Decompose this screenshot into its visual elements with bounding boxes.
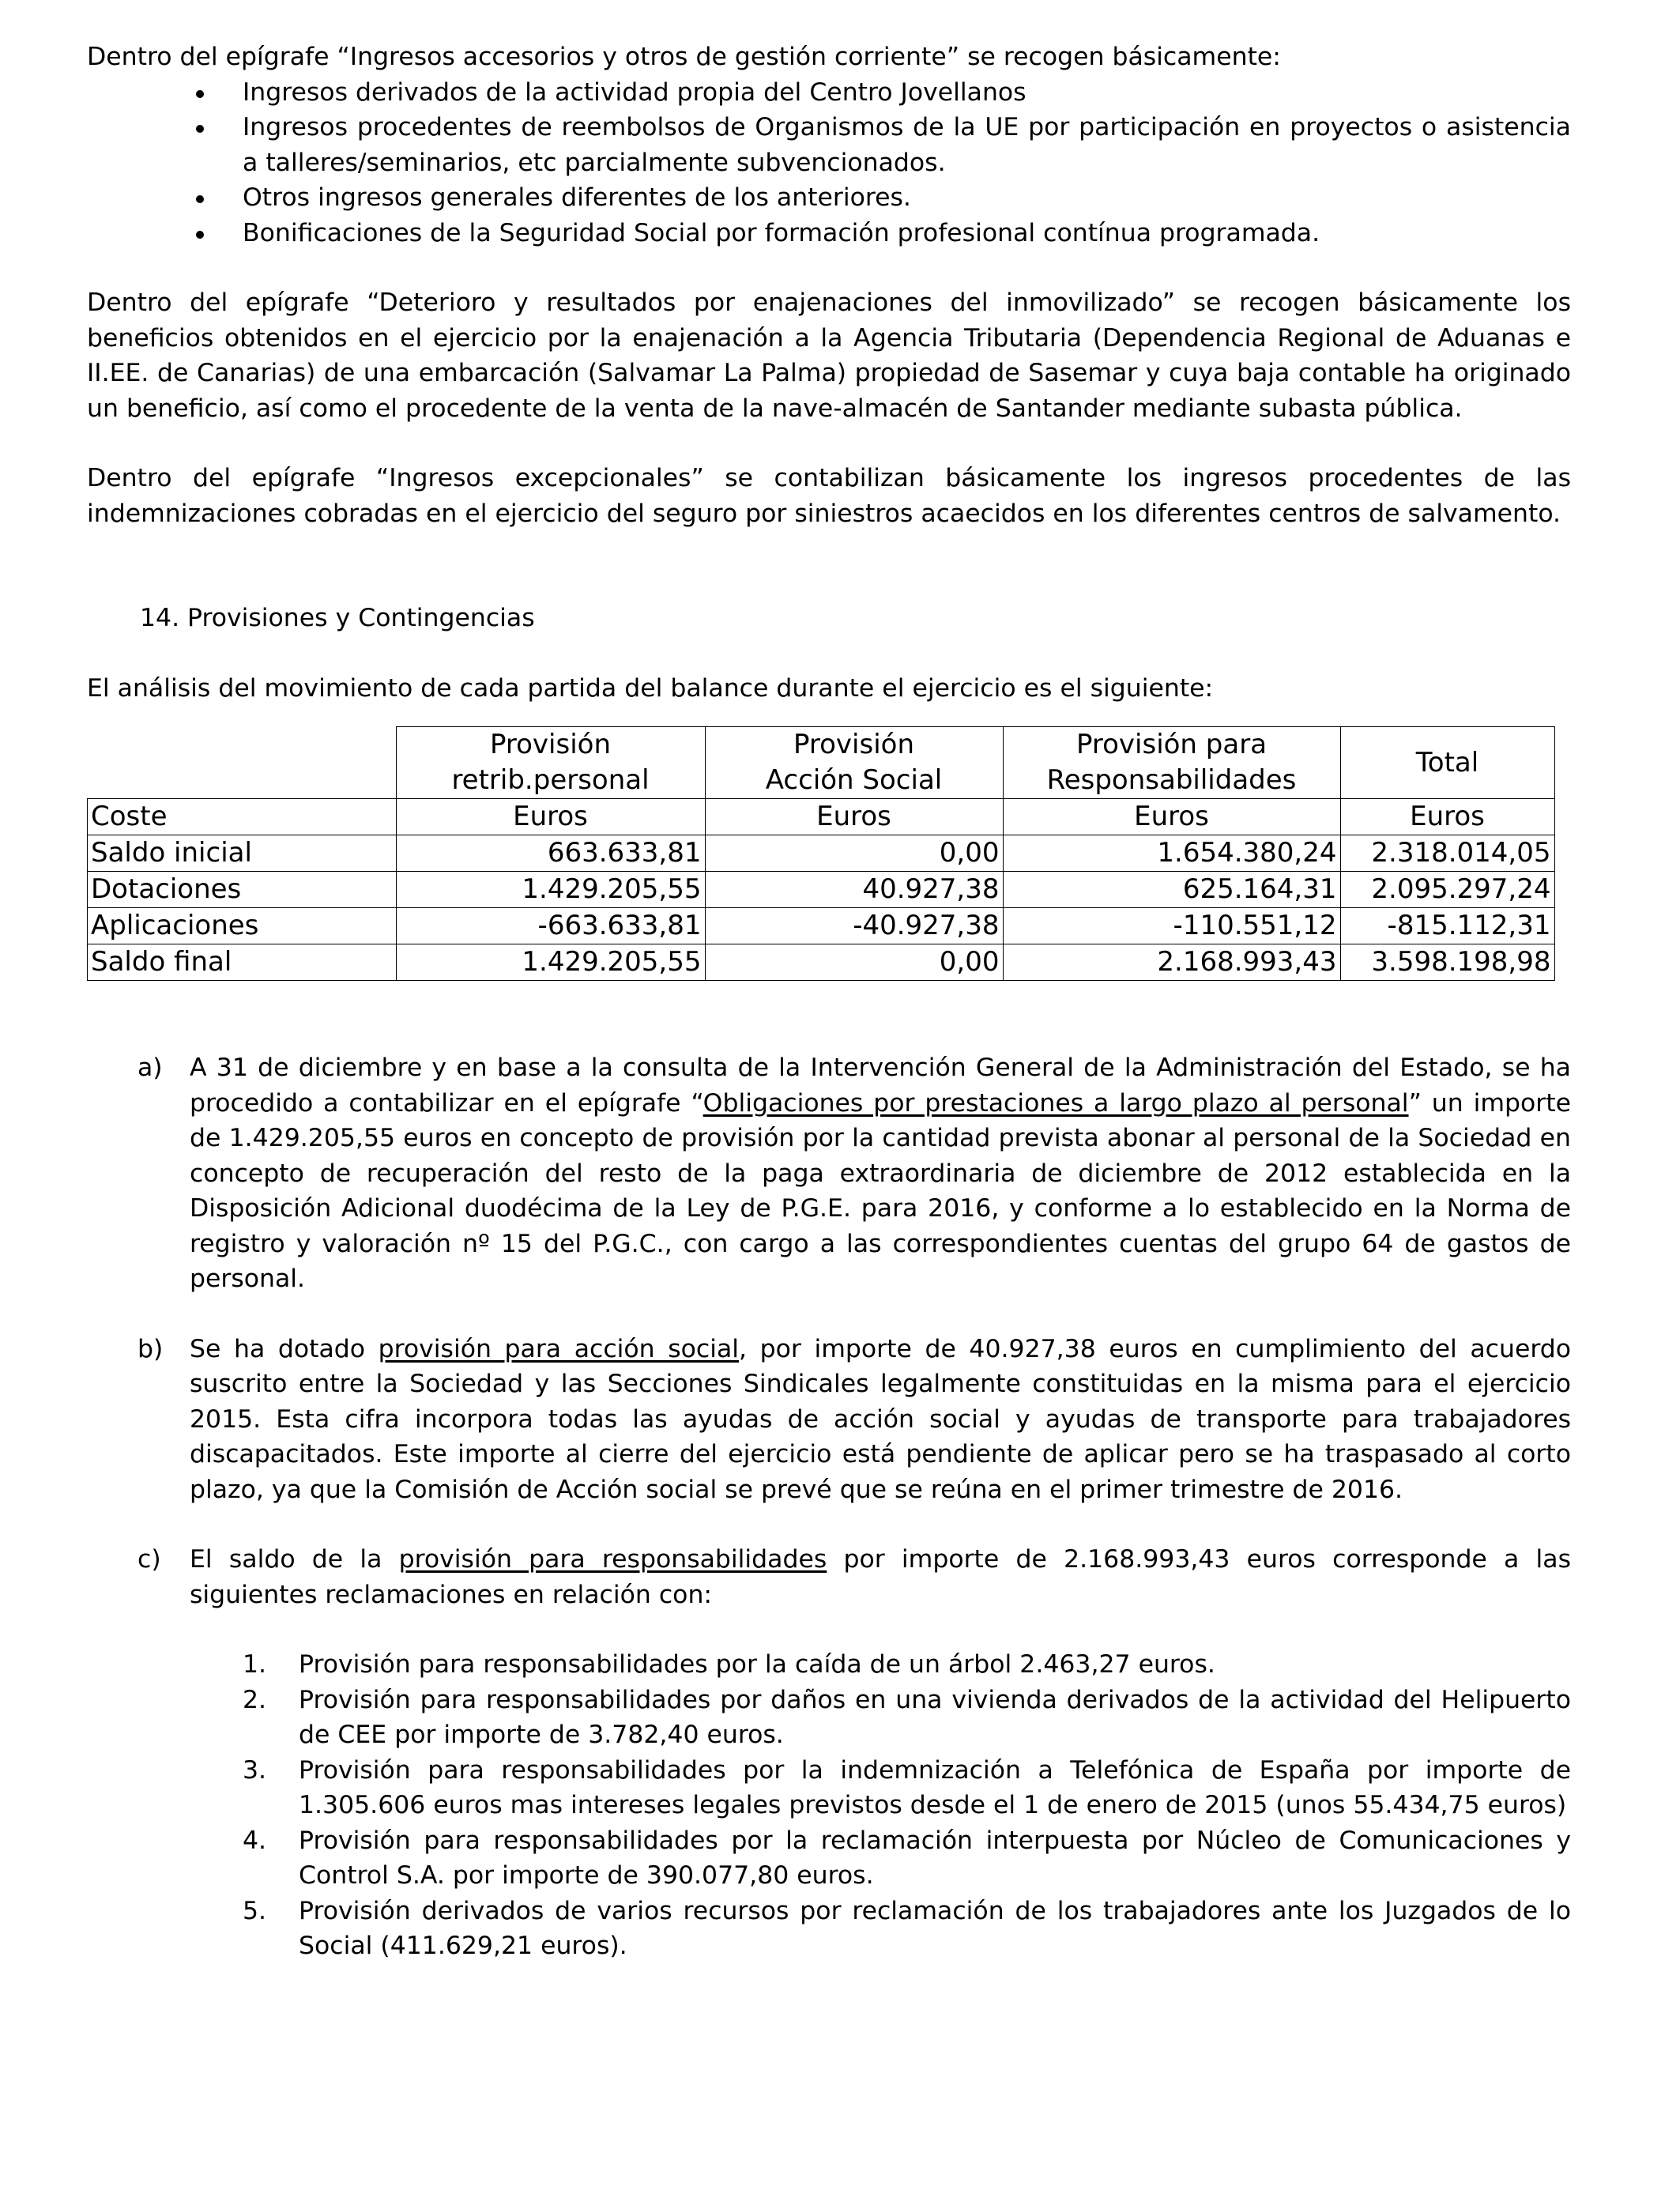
value-cell: 1.429.205,55 [396, 872, 705, 908]
bullet-item: Otros ingresos generales diferentes de los anteriores. [87, 180, 1571, 216]
table-intro: El análisis del movimiento de cada partida del balance durante el ejercicio es el siguiente: [87, 673, 1214, 703]
unit-cell: Euros [396, 799, 705, 835]
column-header: Provisión retrib.personal [396, 727, 705, 799]
section-number: 14. [140, 604, 180, 632]
bullet-icon [196, 231, 204, 239]
value-cell: -110.551,12 [1003, 908, 1340, 944]
underlined-term: provisión para acción social [378, 1334, 740, 1363]
bullet-item: Ingresos procedentes de reembolsos de Organismos de la UE por participación en proyectos o asistencia a talleres/seminarios, etc parcialmente subvencionados. [87, 110, 1571, 180]
value-cell: -40.927,38 [705, 908, 1003, 944]
income-bullet-list [87, 75, 1571, 251]
underlined-term: provisión para responsabilidades [398, 1545, 827, 1574]
unit-cell: Euros [1003, 799, 1340, 835]
bullet-item: Bonificaciones de la Seguridad Social por formación profesional contínua programada. [87, 216, 1571, 251]
item-marker: a) [137, 1054, 163, 1082]
bullet-icon [196, 125, 204, 133]
document-body [87, 40, 1571, 1964]
item-b: b) Se ha dotado provisión para acción social, por importe de 40.927,38 euros en cumplimiento del acuerdo suscrito entre la Sociedad y las Secciones Sindicales legalmente constituidas en la misma para el ejercicio 2015. Esta cifra incorpora todas las ayudas de acción social y ayudas de transporte para trabajadores discapacitados. Este importe al cierre del ejercicio está pendiente de aplicar pero se ha traspasado al corto plazo, ya que la Comisión de Acción social se prevé que se reúna en el primer trimestre de 2016. [87, 1332, 1571, 1508]
list-item: 2. Provisión para responsabilidades por daños en una vivienda derivados de la actividad del Helipuerto de CEE por importe de 3.782,40 euros. [243, 1685, 1571, 1749]
value-cell: 625.164,31 [1003, 872, 1340, 908]
value-cell: -815.112,31 [1340, 908, 1554, 944]
intro-paragraph: Dentro del epígrafe “Ingresos accesorios y otros de gestión corriente” se recogen básicamente: [87, 43, 1281, 71]
value-cell: 2.095.297,24 [1340, 872, 1554, 908]
item-marker: b) [137, 1334, 164, 1363]
section-title: Provisiones y Contingencias [187, 604, 535, 632]
list-item: 1. Provisión para responsabilidades por la caída de un árbol 2.463,27 euros. [243, 1650, 1215, 1679]
unit-cell: Euros [705, 799, 1003, 835]
table-row [88, 835, 1555, 872]
underlined-term: Obligaciones por prestaciones a largo plazo al personal [703, 1088, 1409, 1118]
value-cell: 0,00 [705, 944, 1003, 981]
row-label: Coste [88, 799, 397, 835]
column-header: Provisión para Responsabilidades [1003, 727, 1340, 799]
table-row [88, 908, 1555, 944]
bullet-icon [196, 90, 204, 98]
provisions-table [87, 726, 1555, 981]
row-label: Dotaciones [88, 872, 397, 908]
claims-list [87, 1647, 1571, 1964]
list-item: 4. Provisión para responsabilidades por la reclamación interpuesta por Núcleo de Comunicaciones y Control S.A. por importe de 390.077,80 euros. [243, 1826, 1571, 1890]
list-item: 5. Provisión derivados de varios recursos por reclamación de los trabajadores ante los Juzgados de lo Social (411.629,21 euros). [243, 1896, 1571, 1960]
item-c: c) El saldo de la provisión para responsabilidades por importe de 2.168.993,43 euros corresponde a las siguientes reclamaciones en relación con: [87, 1542, 1571, 1612]
row-label: Aplicaciones [88, 908, 397, 944]
table-row [88, 944, 1555, 981]
row-label: Saldo final [88, 944, 397, 981]
table-row [88, 872, 1555, 908]
row-label: Saldo inicial [88, 835, 397, 872]
column-header: Total [1340, 727, 1554, 799]
value-cell: 40.927,38 [705, 872, 1003, 908]
value-cell: 3.598.198,98 [1340, 944, 1554, 981]
bullet-item: Ingresos derivados de la actividad propia del Centro Jovellanos [87, 75, 1571, 111]
value-cell: 1.654.380,24 [1003, 835, 1340, 872]
unit-cell: Euros [1340, 799, 1554, 835]
excepcionales-paragraph: Dentro del epígrafe “Ingresos excepcionales” se contabilizan básicamente los ingresos procedentes de las indemnizaciones cobradas en el ejercicio del seguro por siniestros acaecidos en los diferentes centros de salvamento. [87, 464, 1571, 528]
bullet-icon [196, 195, 204, 203]
value-cell: 2.318.014,05 [1340, 835, 1554, 872]
value-cell: 663.633,81 [396, 835, 705, 872]
value-cell: 1.429.205,55 [396, 944, 705, 981]
table-unit-row [88, 799, 1555, 835]
item-marker: c) [137, 1545, 161, 1574]
column-header: Provisión Acción Social [705, 727, 1003, 799]
table-header-row [88, 727, 1555, 799]
deterioro-paragraph: Dentro del epígrafe “Deterioro y resultados por enajenaciones del inmovilizado” se recogen básicamente los beneficios obtenidos en el ejercicio por la enajenación a la Agencia Tributaria (Dependencia Regional de Aduanas e II.EE. de Canarias) de una embarcación (Salvamar La Palma) propiedad de Sasemar y cuya baja contable ha originado un beneficio, así como el procedente de la venta de la nave-almacén de Santander mediante subasta pública. [87, 288, 1571, 423]
list-item: 3. Provisión para responsabilidades por la indemnización a Telefónica de España por importe de 1.305.606 euros mas intereses legales previstos desde el 1 de enero de 2015 (unos 55.434,75 euros) [243, 1755, 1571, 1819]
value-cell: 2.168.993,43 [1003, 944, 1340, 981]
section-heading [87, 601, 1571, 636]
item-a: a) A 31 de diciembre y en base a la consulta de la Intervención General de la Administración del Estado, se ha procedido a contabilizar en el epígrafe “Obligaciones por prestaciones a largo plazo al personal” un importe de 1.429.205,55 euros en concepto de provisión por la cantidad prevista abonar al personal de la Sociedad en concepto de recuperación del resto de la paga extraordinaria de diciembre de 2012 establecida en la Disposición Adicional duodécima de la Ley de P.G.E. para 2016, y conforme a lo establecido en la Norma de registro y valoración nº 15 del P.G.C., con cargo a las correspondientes cuentas del grupo 64 de gastos de personal. [87, 1050, 1571, 1297]
value-cell: 0,00 [705, 835, 1003, 872]
value-cell: -663.633,81 [396, 908, 705, 944]
